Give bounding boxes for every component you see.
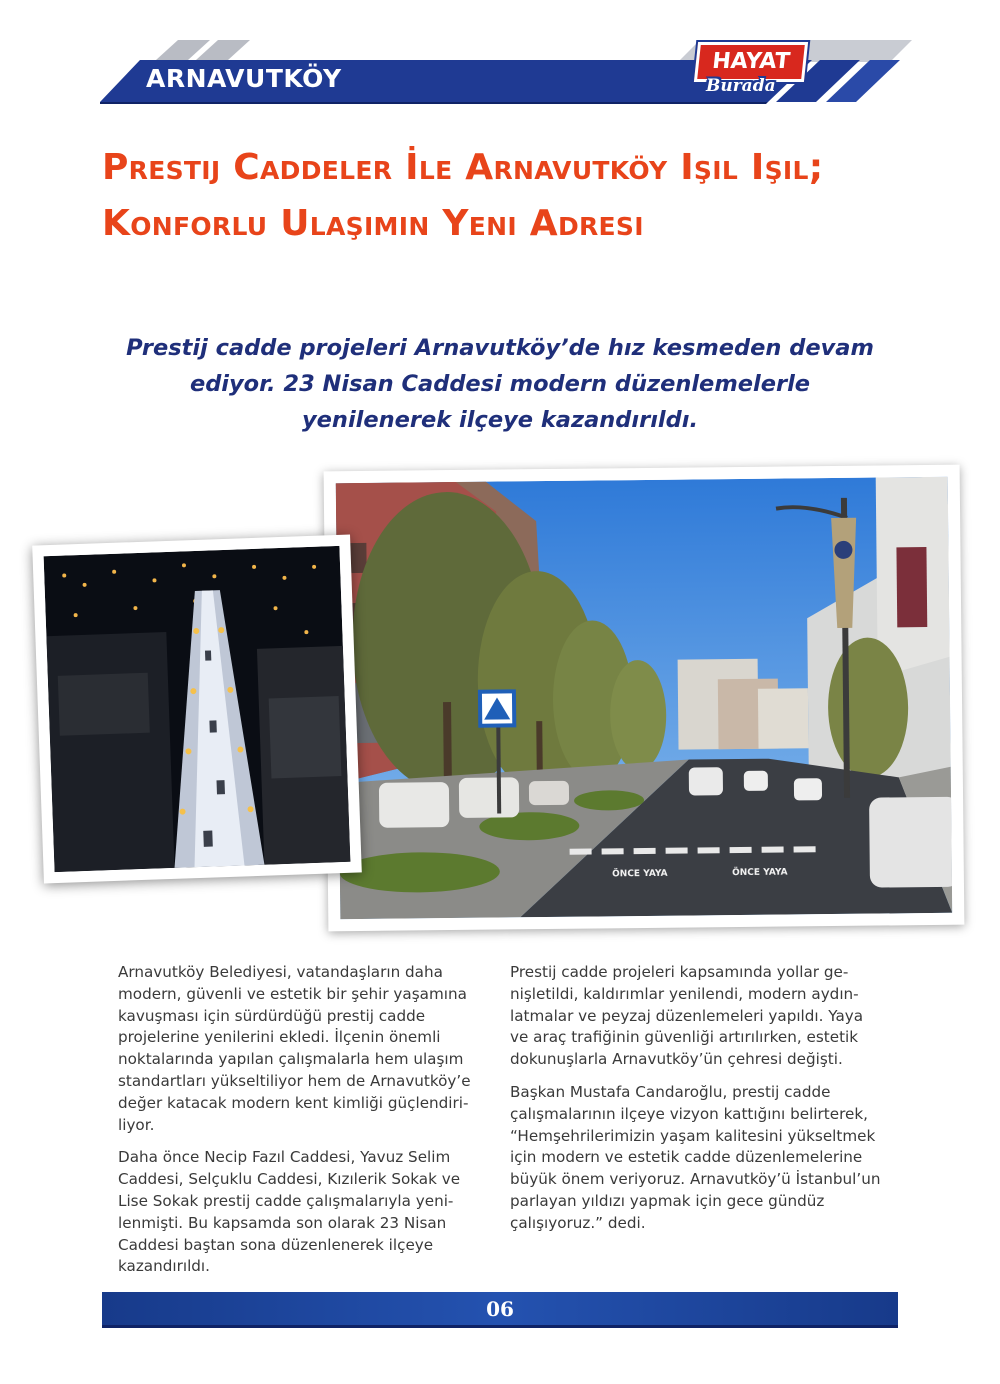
crosswalk-marking-right: ÖNCE YAYA (732, 867, 788, 879)
article-body-right (510, 962, 882, 1246)
street-photo-night-image (44, 546, 351, 872)
body-paragraph-1: Arnavutköy Belediyesi, vatandaşların daha modern, güvenli ve estetik bir şehir yaşamına kavuşması için sürdürdüğü prestij cadde projelerine yenilerini ekledi. İlçenin önemli noktalarında yapılan çalışmalarla hem ulaşım standartları yükseltiliyor hem de Arnavutköy’e değer katacak modern kent kimliği güçlendiriliyor. (118, 963, 471, 1134)
section-label: ARNAVUTKÖY (146, 64, 342, 93)
article-title: Prestij Caddeler İle Arnavutköy Işıl Işıl; Konforlu Ulaşımın Yeni Adresi (102, 147, 824, 244)
hayat-burada-logo (694, 40, 806, 104)
street-photo-day (324, 465, 965, 932)
logo-hayat: HAYAT (694, 42, 808, 82)
article-body-left (118, 962, 490, 1289)
body-paragraph-4: Başkan Mustafa Candaroğlu, prestij cadde çalışmalarının ilçeye vizyon kattığını belirterek, “Hemşehrilerimizin yaşam kalitesini yükseltmek için modern ve estetik cadde düzenlemelerine büyük önem veriyoruz. Arnavutköy’ü İstanbul’un parlayan yıldızı yapmak için gece gündüz çalışıyoruz.” dedi. (510, 1082, 881, 1232)
page-number: 06 (486, 1297, 514, 1321)
logo-burada: Burada (706, 76, 776, 96)
street-photo-day-image (336, 477, 953, 919)
body-paragraph-3: Prestij cadde projeleri kapsamında yollar genişletildi, kaldırımlar yenilendi, modern aydınlatmalar ve peyzaj düzenlemeleri yapıldı. Yaya ve araç trafiğinin güvenliği artırılırken, estetik dokunuşlarla Arnavutköy’ün çehresi değişti. (510, 963, 864, 1069)
body-paragraph-2: Daha önce Necip Fazıl Caddesi, Yavuz Selim Caddesi, Selçuklu Caddesi, Kızılerik Sokak ve Lise Sokak prestij cadde çalışmalarıyla yenilenmişti. Bu kapsamda son olarak 23 Nisan Caddesi baştan sona düzenlenerek ilçeye kazandırıldı. (118, 1148, 461, 1276)
street-photo-night (32, 535, 362, 884)
article-subtitle: Prestij cadde projeleri Arnavutköy’de hız kesmeden devam ediyor. 23 Nisan Caddesi modern düzenlemelerle yenilenerek ilçeye kazandırıldı. (126, 335, 874, 433)
crosswalk-marking-left: ÖNCE YAYA (612, 868, 668, 880)
